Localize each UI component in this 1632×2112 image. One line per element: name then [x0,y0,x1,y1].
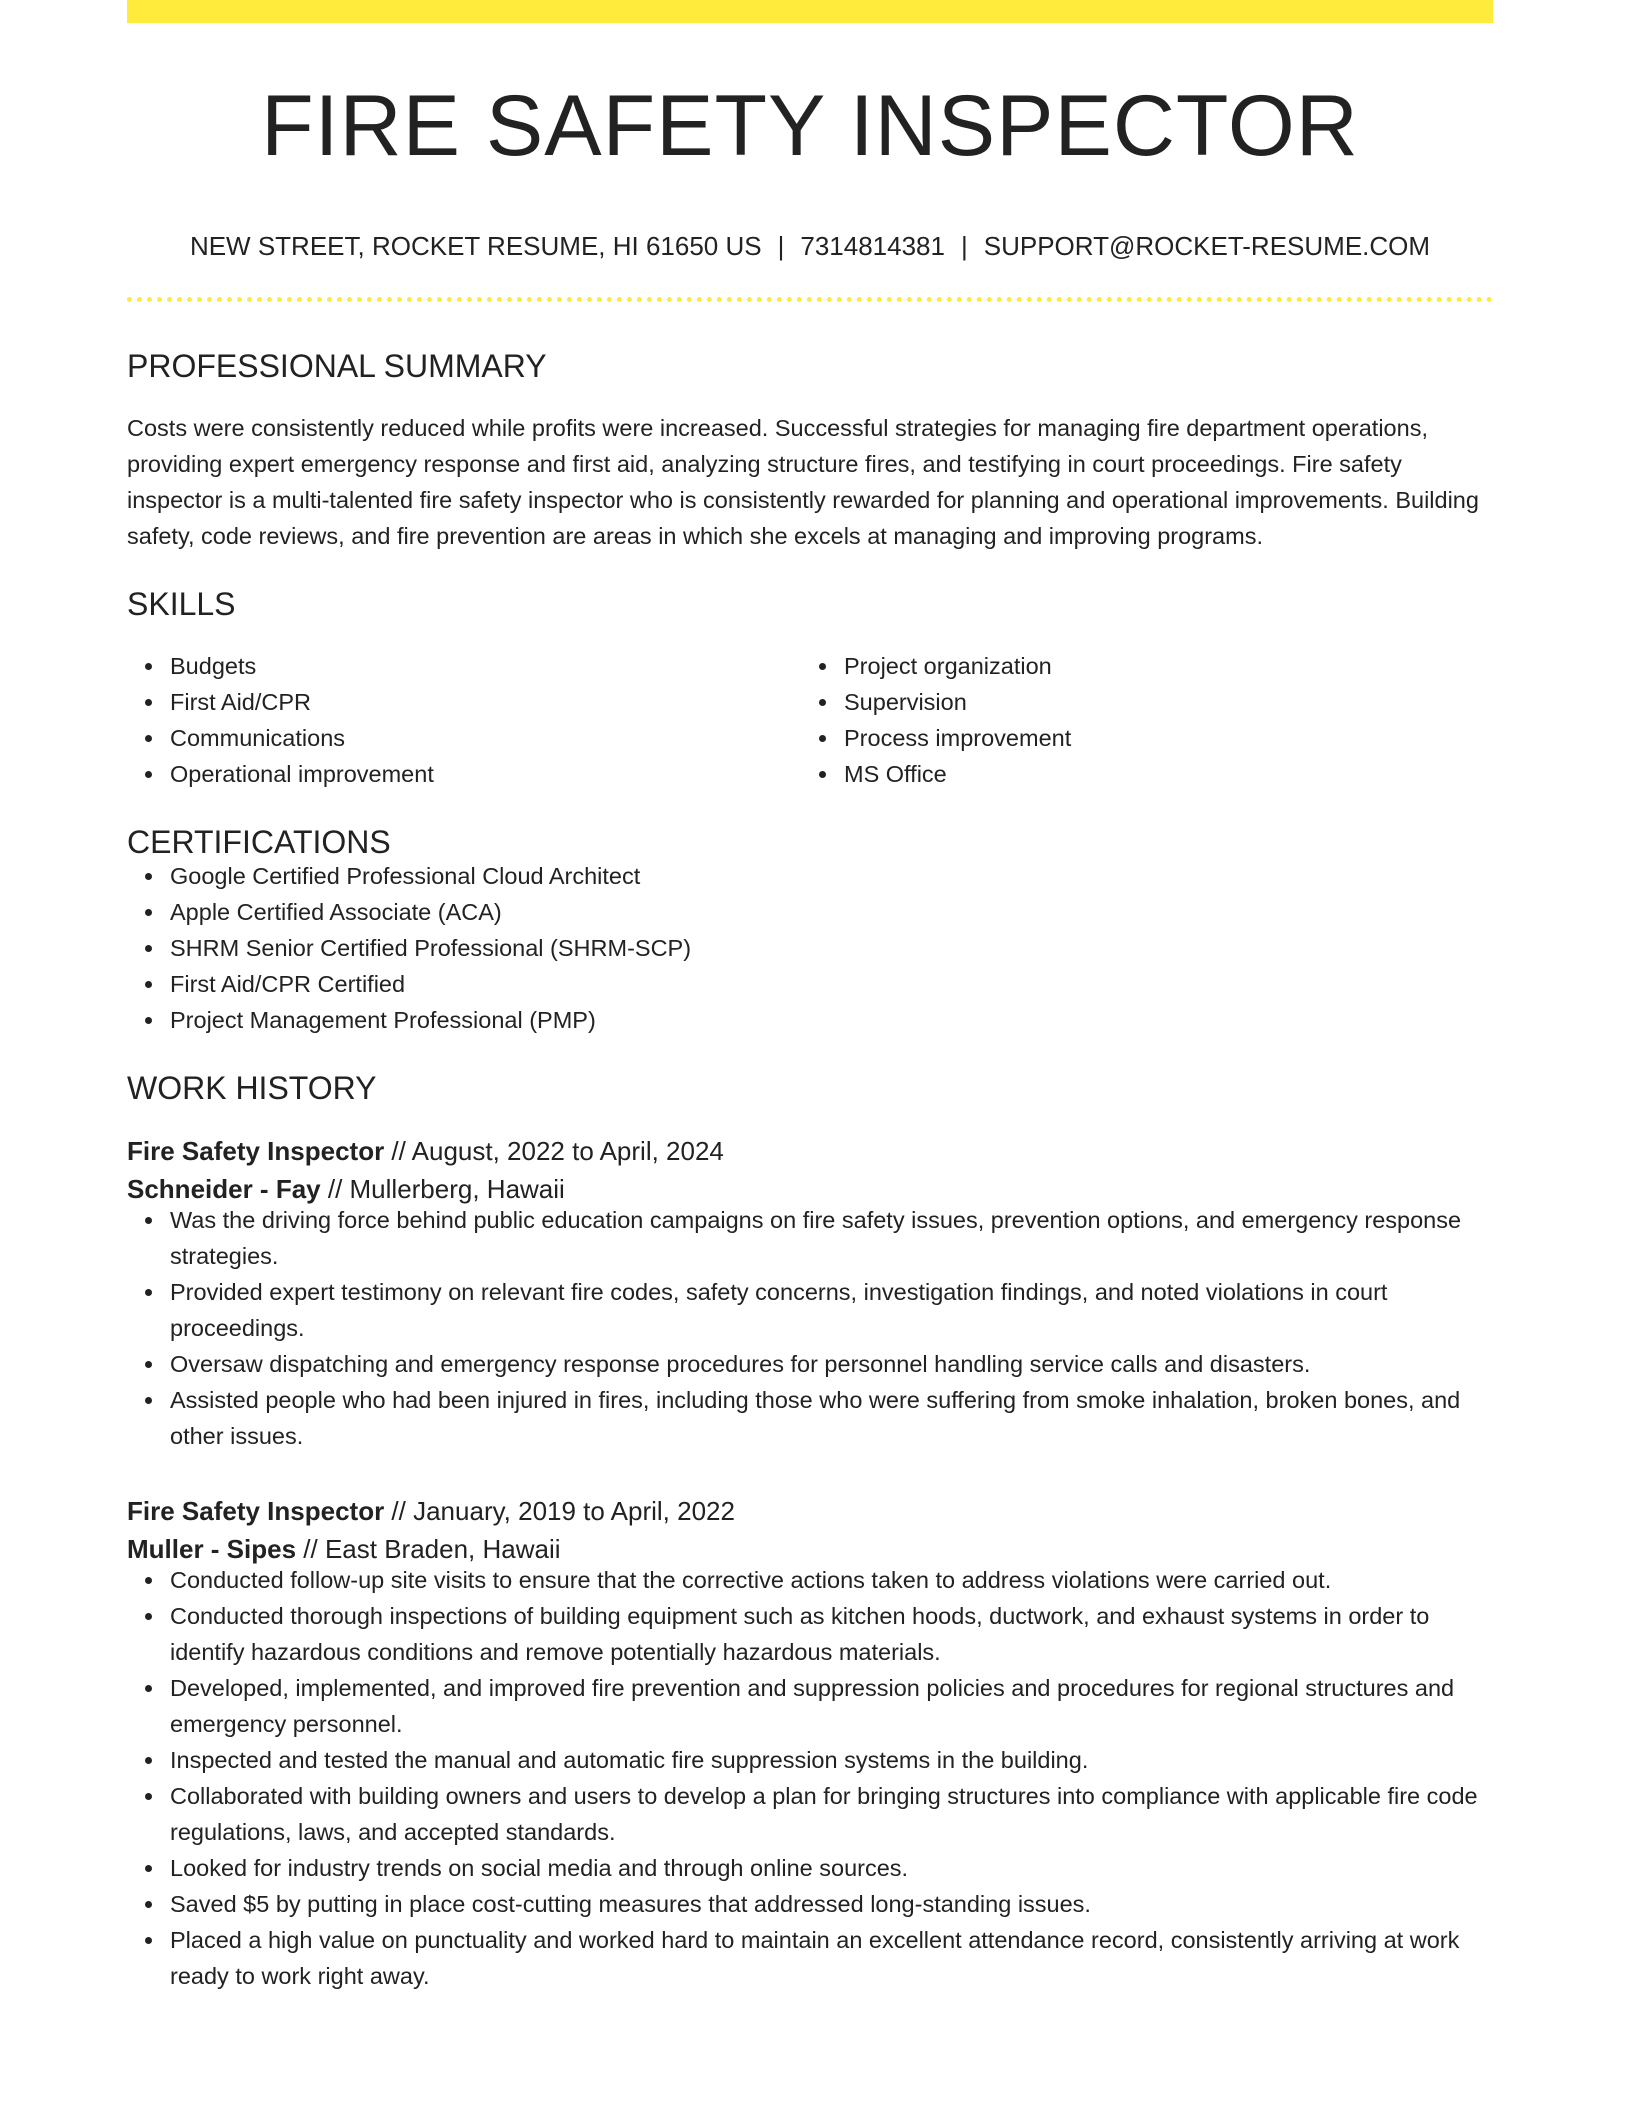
contact-email: SUPPORT@ROCKET-RESUME.COM [983,231,1431,261]
certifications-heading: CERTIFICATIONS [127,824,391,860]
skill-item: Budgets [170,648,801,684]
skills-list-left [127,648,801,792]
job-title-line [127,1138,1493,1164]
job-duty-item: Assisted people who had been injured in fires, including those who were suffering from smoke inhalation, broken bones, and other issues. [170,1382,1493,1454]
job-duty-item: Conducted thorough inspections of building equipment such as kitchen hoods, ductwork, and exhaust systems in order to identify hazardous conditions and remove potentially hazardous materials. [170,1598,1493,1670]
job-duty-item: Developed, implemented, and improved fire prevention and suppression policies and procedures for regional structures and emergency personnel. [170,1670,1493,1742]
job-company: Schneider - Fay [127,1174,321,1204]
job-dates: // January, 2019 to April, 2022 [384,1496,735,1526]
skill-item: Supervision [844,684,1475,720]
job-duty-item: Inspected and tested the manual and automatic fire suppression systems in the building. [170,1742,1493,1778]
job-duty-item: Saved $5 by putting in place cost-cutting measures that addressed long-standing issues. [170,1886,1493,1922]
skills-column-left [127,648,801,792]
skill-item: Process improvement [844,720,1475,756]
summary-text: Costs were consistently reduced while profits were increased. Successful strategies for managing fire department operations, providing expert emergency response and first aid, analyzing structure fires, and testifying in court proceedings. Fire safety inspector is a multi-talented fire safety inspector who is consistently rewarded for planning and operational improvements. Building safety, code reviews, and fire prevention are areas in which she excels at managing and improving programs. [127,415,1479,549]
skill-item: Project organization [844,648,1475,684]
contact-separator: | [960,231,968,261]
summary-heading: PROFESSIONAL SUMMARY [127,348,547,384]
job-duty-item: Provided expert testimony on relevant fire codes, safety concerns, investigation findings, and noted violations in court proceedings. [170,1274,1493,1346]
dotted-divider [127,297,1493,302]
skills-list-right [801,648,1475,792]
job-duties-list [127,1562,1493,1994]
job-duties-list [127,1202,1493,1454]
job-title: Fire Safety Inspector [127,1496,385,1526]
skill-item: First Aid/CPR [170,684,801,720]
job-company-line [127,1536,1493,1562]
job-duty-item: Looked for industry trends on social media and through online sources. [170,1850,1493,1886]
job-title: Fire Safety Inspector [127,1136,385,1166]
accent-top-bar [127,0,1493,23]
contact-address: NEW STREET, ROCKET RESUME, HI 61650 US [189,231,762,261]
job-entry [127,1498,1493,1994]
job-title-line [127,1498,1493,1524]
certification-item: Apple Certified Associate (ACA) [170,894,1493,930]
skills-heading: SKILLS [127,586,236,622]
certification-item: Project Management Professional (PMP) [170,1002,1493,1038]
certification-item: Google Certified Professional Cloud Architect [170,858,1493,894]
contact-separator: | [777,231,785,261]
resume-title: FIRE SAFETY INSPECTOR [261,78,1359,174]
contact-phone: 7314814381 [800,231,945,261]
contact-line [127,233,1493,259]
skill-item: MS Office [844,756,1475,792]
job-company: Muller - Sipes [127,1534,297,1564]
job-location: // Mullerberg, Hawaii [320,1174,565,1204]
skills-grid [127,648,1493,792]
job-company-line [127,1176,1493,1202]
job-duty-item: Conducted follow-up site visits to ensure that the corrective actions taken to address violations were carried out. [170,1562,1493,1598]
certifications-list [127,858,1493,1038]
job-duty-item: Placed a high value on punctuality and worked hard to maintain an excellent attendance record, consistently arriving at work ready to work right away. [170,1922,1493,1994]
work-history-heading: WORK HISTORY [127,1070,377,1106]
certification-item: SHRM Senior Certified Professional (SHRM-SCP) [170,930,1493,966]
job-duty-item: Collaborated with building owners and users to develop a plan for bringing structures into compliance with applicable fire code regulations, laws, and accepted standards. [170,1778,1493,1850]
job-duty-item: Oversaw dispatching and emergency response procedures for personnel handling service calls and disasters. [170,1346,1493,1382]
resume-page [127,0,1493,1994]
job-entry [127,1138,1493,1454]
skill-item: Communications [170,720,801,756]
job-location: // East Braden, Hawaii [296,1534,561,1564]
job-duty-item: Was the driving force behind public education campaigns on fire safety issues, prevention options, and emergency response strategies. [170,1202,1493,1274]
certification-item: First Aid/CPR Certified [170,966,1493,1002]
job-dates: // August, 2022 to April, 2024 [384,1136,724,1166]
skills-column-right [801,648,1475,792]
skill-item: Operational improvement [170,756,801,792]
